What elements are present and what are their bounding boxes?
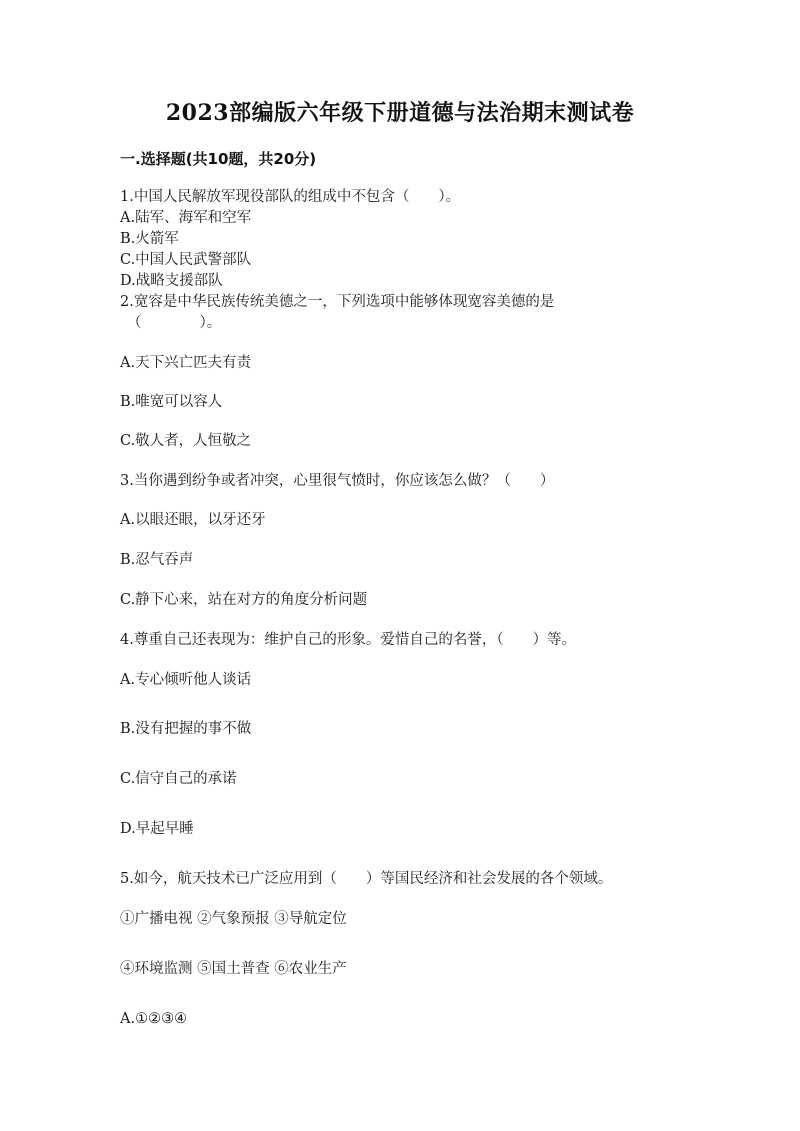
- question-3-stem: 3.当你遇到纷争或者冲突，心里很气愤时，你应该怎么做？（ ）: [120, 473, 555, 489]
- exam-title: 2023部编版六年级下册道德与法治期末测试卷: [165, 100, 635, 126]
- question-5-option-a[interactable]: A.①②③④: [120, 1011, 188, 1027]
- question-2-option-c[interactable]: C.敬人者，人恒敬之: [120, 433, 252, 449]
- question-2-option-b[interactable]: B.唯宽可以容人: [120, 394, 223, 410]
- question-1-option-a[interactable]: A.陆军、海军和空军: [120, 210, 252, 226]
- section-heading: 一.选择题(共10题，共20分): [120, 150, 317, 168]
- question-4-option-c[interactable]: C.信守自己的承诺: [120, 771, 237, 787]
- question-4-option-d[interactable]: D.早起早睡: [120, 821, 194, 837]
- question-2-stem: 2.宽容是中华民族传统美德之一，下列选项中能够体现宽容美德的是: [120, 294, 555, 310]
- question-5-stem: 5.如今，航天技术已广泛应用到（ ）等国民经济和社会发展的各个领域。: [120, 871, 613, 887]
- question-2-option-a[interactable]: A.天下兴亡匹夫有责: [120, 355, 252, 371]
- question-5-items-line-2: ④环境监测 ⑤国土普查 ⑥农业生产: [120, 961, 347, 977]
- question-4-option-b[interactable]: B.没有把握的事不做: [120, 721, 252, 737]
- question-4-stem: 4.尊重自己还表现为：维护自己的形象。爱惜自己的名誉，（ ）等。: [120, 632, 577, 648]
- question-3-option-a[interactable]: A.以眼还眼，以牙还牙: [120, 512, 266, 528]
- question-1-stem: 1.中国人民解放军现役部队的组成中不包含（ ）。: [120, 189, 461, 205]
- question-1-option-b[interactable]: B.火箭军: [120, 231, 179, 247]
- question-4-option-a[interactable]: A.专心倾听他人谈话: [120, 672, 252, 688]
- question-3-option-c[interactable]: C.静下心来，站在对方的角度分析问题: [120, 592, 368, 608]
- question-5-items-line-1: ①广播电视 ②气象预报 ③导航定位: [120, 911, 347, 927]
- question-3-option-b[interactable]: B.忍气吞声: [120, 552, 194, 568]
- question-1-option-d[interactable]: D.战略支援部队: [120, 273, 223, 289]
- question-1-option-c[interactable]: C.中国人民武警部队: [120, 252, 252, 268]
- question-2-stem-continued: （ ）。: [127, 315, 222, 331]
